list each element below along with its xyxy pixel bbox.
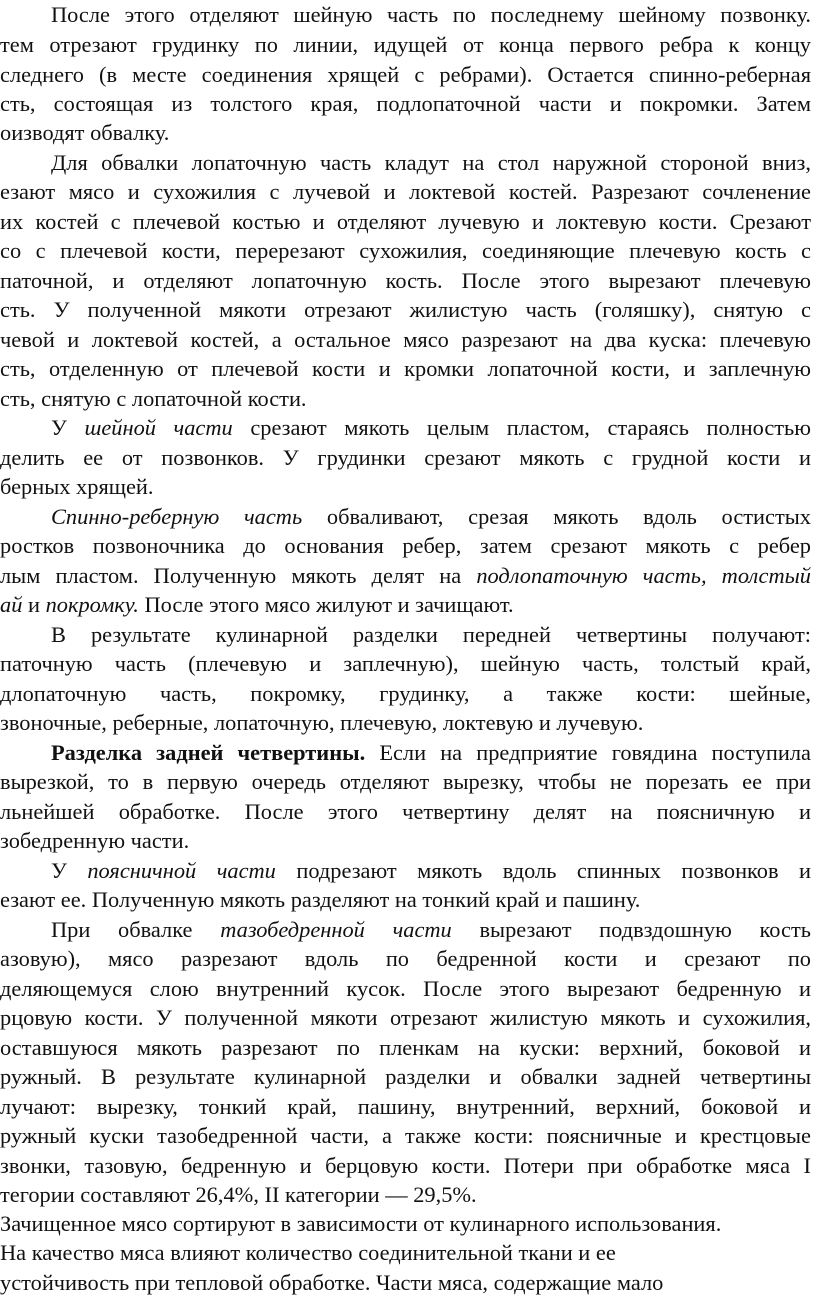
text-run	[365, 740, 379, 765]
text-line: В результате кулинарной разделки передней четвертины получают:	[51, 622, 811, 647]
text-line	[51, 738, 811, 768]
text-line: со с плечевой кости, перерезают сухожилия, соединяющие плечевую кость с	[0, 238, 811, 263]
text-line: ростков позвоночника до основания ребер, затем срезают мякоть с ребер	[0, 533, 811, 558]
text-line: длопаточную часть, покромку, грудинку, а также кости: шейные,	[0, 681, 811, 706]
text-run: вырезают подвздошную кость	[479, 917, 811, 942]
term-pokromka: покромку.	[45, 592, 139, 617]
text-line: зобедренную части.	[0, 828, 190, 853]
text-line: оставшуюся мякоть разрезают по пленкам на куски: верхний, боковой и	[0, 1035, 811, 1060]
text-line: ружный. В результате кулинарной разделки и обвалки задней четвертины	[0, 1064, 811, 1089]
text-line: вырезкой, то в первую очередь отделяют вырезку, чтобы не порезать ее при	[0, 769, 811, 794]
text-line: Для обвалки лопаточную часть кладут на стол наружной стороной вниз,	[51, 150, 811, 175]
text-line: сть, снятую с лопаточной кости.	[0, 386, 307, 411]
term-thick-edge-end: ай	[0, 592, 23, 617]
text-line: рцовую кости. У полученной мякоти отрезают жилистую мякоть и сухожилия,	[0, 1005, 811, 1030]
text-run: срезают мякоть целым пластом, стараясь полностью	[250, 415, 811, 440]
text-run: подрезают мякоть вдоль спинных позвонков и	[296, 858, 811, 883]
text-line: звоночные, реберные, лопаточную, плечевую, локтевую и лучевую.	[0, 710, 644, 735]
text-line: Зачищенное мясо сортируют в зависимости от кулинарного использования.	[0, 1211, 722, 1236]
text-line: деляющемуся слою внутренний кусок. После этого вырезают бедренную и	[0, 976, 811, 1001]
text-line: езают мясо и сухожилия с лучевой и локтевой костей. Разрезают сочленение	[0, 179, 811, 204]
text-line: их костей с плечевой костью и отделяют лучевую и локтевую кости. Срезают	[0, 209, 811, 234]
text-line	[0, 590, 514, 620]
text-line: езают ее. Полученную мякоть разделяют на тонкий край и пашину.	[0, 887, 641, 912]
text-line	[51, 413, 811, 443]
text-line: азовую), мясо разрезают вдоль по бедренной кости и срезают по	[0, 946, 811, 971]
text-line: тем отрезают грудинку по линии, идущей от конца первого ребра к концу	[0, 32, 811, 57]
text-line	[51, 502, 811, 532]
text-line: звонки, тазовую, бедренную и берцовую кости. Потери при обработке мяса I	[0, 1153, 811, 1178]
text-line: берных хрящей.	[0, 474, 154, 499]
text-line: паточную часть (плечевую и заплечную), шейную часть, толстый край,	[0, 651, 811, 676]
text-run: обваливают, срезая мякоть вдоль остистых	[326, 504, 811, 529]
text-line: устойчивость при тепловой обработке. Части мяса, содержащие мало	[0, 1270, 664, 1295]
text-line: оизводят обвалку.	[0, 120, 170, 145]
text-run	[233, 415, 251, 440]
text-run: и	[22, 592, 46, 617]
text-run: У	[51, 415, 85, 440]
text-line: чевой и локтевой костей, а остальное мясо разрезают на два куска: плечевую	[0, 327, 811, 352]
text-run: лым пластом. Полученную мякоть делят на	[0, 563, 462, 588]
text-run	[276, 858, 296, 883]
term-neck-part: шейной части	[84, 415, 233, 440]
text-line: делить ее от позвонков. У грудинки срезают мякоть с грудной кости и	[0, 445, 811, 470]
text-run	[192, 917, 220, 942]
term-hip-part: тазобедренной части	[220, 917, 452, 942]
text-line: сть. У полученной мякоти отрезают жилистую часть (голяшку), снятую с	[0, 297, 811, 322]
text-line: сть, отделенную от плечевой кости и кромки лопаточной кости, и заплечную	[0, 356, 811, 381]
text-run: При обвалке	[51, 917, 193, 942]
text-line: После этого отделяют шейную часть по последнему шейному позвонку.	[51, 2, 811, 27]
text-run	[461, 563, 476, 588]
text-line: тегории составляют 26,4%, II категории — 29,5%.	[0, 1182, 477, 1207]
text-line	[51, 915, 811, 945]
text-line: льнейшей обработке. После этого четвертину делят на поясничную и	[0, 799, 811, 824]
text-line: На качество мяса влияют количество соединительной ткани и ее	[0, 1240, 616, 1265]
text-line	[0, 561, 811, 591]
text-run: После этого мясо жилуют и зачищают.	[144, 592, 514, 617]
text-line: паточной, и отделяют лопаточную кость. После этого вырезают плечевую	[0, 268, 811, 293]
text-line: следнего (в месте соединения хрящей с ребрами). Остается спинно-реберная	[0, 62, 811, 87]
text-run	[452, 917, 480, 942]
section-heading-hind-quarter: Разделка задней четвертины.	[51, 740, 366, 765]
term-subscapular-thick: подлопаточную часть, толстый	[476, 563, 811, 588]
term-lumbar-part: поясничной части	[87, 858, 276, 883]
term-spinal-rib-part: Спинно-реберную часть	[51, 504, 303, 529]
text-run: Если на предприятие говядина поступила	[379, 740, 811, 765]
text-run: У	[51, 858, 88, 883]
text-line: лучают: вырезку, тонкий край, пашину, внутренний, верхний, боковой и	[0, 1094, 811, 1119]
text-line: сть, состоящая из толстого края, подлопаточной части и покромки. Затем	[0, 91, 811, 116]
text-run	[302, 504, 327, 529]
text-line	[51, 856, 811, 886]
text-line: ружный куски тазобедренной части, а также кости: поясничные и крестцовые	[0, 1123, 811, 1148]
